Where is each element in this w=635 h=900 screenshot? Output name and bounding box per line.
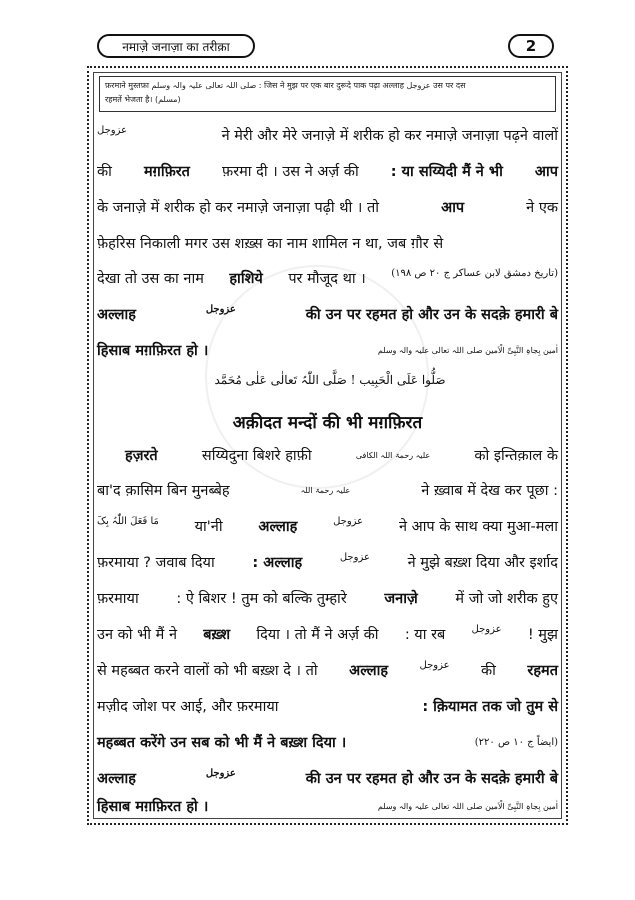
text-span: की उन पर रहमत हो और उन के सदक़े हमारी बे (305, 771, 558, 787)
text-span: ने एक (526, 200, 558, 216)
text-span-bold: हज़रते (125, 448, 158, 464)
text-span: के जनाज़े में शरीक हो कर नमाज़े जनाज़ा पढ़ी थी । तो (97, 200, 380, 216)
arabic-honorific: علیہ رحمۃ اللہ الکافی (355, 450, 431, 460)
text-span-bold: रहमत (527, 663, 558, 679)
arabic-honorific: عزوجل (333, 516, 364, 527)
text-span: : या रब (404, 627, 446, 643)
arabic-honorific: عزوجل (205, 768, 236, 779)
notice-line-1: फ़रमाने मुस्तफ़ा صلی اللہ تعالی علیہ والہ وسلم : जिस ने मुझ पर एक बार दुरूदे पाक पढ़ा अल्लाह عزوجل उस पर दस (105, 81, 466, 90)
arabic-honorific: عزوجل (97, 125, 128, 136)
text-line (97, 161, 558, 181)
text-span: को इन्तिक़ाल के (474, 448, 558, 464)
text-span-bold: : क़ियामत तक जो तुम से (422, 699, 558, 715)
text-span: : ऐ बिशर ! तुम को बल्कि तुम्हारे (176, 591, 347, 607)
text-span: उन को भी मैं ने (97, 627, 177, 643)
page-number: 2 (508, 34, 554, 58)
notice-line-2: रहमतें भेजता है। (مسلم) (105, 95, 181, 104)
arabic-phrase: مَا فَعَلَ اللّٰہُ بِکَ (97, 516, 159, 527)
text-span: ने मुझे बख़्श दिया और इर्शाद (407, 555, 558, 571)
text-span-bold: आप (441, 200, 465, 216)
text-span: फ़रमा दी । उस ने अर्ज़ की (222, 164, 359, 180)
text-span: से महब्बत करने वालों को भी बख़्श दे । तो (97, 663, 318, 679)
text-span: सय्यिदुना बिशरे हाफ़ी (201, 448, 312, 464)
text-line (97, 624, 558, 644)
text-span: देखा तो उस का नाम (97, 271, 204, 287)
text-span: ने आप के साथ क्या मुआ-मला (398, 519, 558, 535)
text-span-bold: हिसाब मग़फ़िरत हो । (97, 799, 209, 815)
text-span-bold: हिसाब मग़फ़िरत हो । (97, 343, 209, 359)
text-line (97, 197, 558, 217)
text-line (97, 796, 558, 816)
arabic-honorific: علیہ رحمۃ اللہ (300, 485, 351, 495)
text-line (97, 516, 558, 536)
book-title-label: नमाज़े जनाज़ा का तरीक़ा (97, 34, 255, 58)
text-span-bold: अल्लाह (349, 663, 389, 679)
text-line (97, 552, 558, 572)
text-span: की (481, 663, 496, 679)
text-line (97, 340, 558, 360)
text-span: फ़ेहरिस निकाली मगर उस शख़्स का नाम शामिल न था, जब ग़ौर से (97, 236, 444, 252)
text-span-bold: बख़्श (203, 627, 231, 643)
text-span-bold: आप (534, 164, 558, 180)
reference-citation: (تاریخ دمشق لابن عساکر ج ۲۰ ص ۱۹۸) (391, 268, 558, 279)
text-line (97, 660, 558, 680)
text-line (97, 588, 558, 608)
text-span: मज़ीद जोश पर आई, और फ़रमाया (97, 699, 279, 715)
text-line (97, 268, 558, 288)
text-span: फ़रमाया ? जवाब दिया (97, 555, 215, 571)
text-span: में जो जो शरीक हुए (455, 591, 558, 607)
text-span: ने ख़्वाब में देख कर पूछा : (421, 483, 558, 499)
arabic-honorific: عزوجل (471, 624, 502, 635)
text-span-bold: : अल्लाह (252, 555, 303, 571)
text-span-bold: महब्बत करेंगे उन सब को भी मैं ने बख़्श दिया । (97, 735, 347, 751)
arabic-dua: اٰمین بِجاہِ النَّبِیِّ الْاَمین صلی اللہ تعالی علیہ والہ وسلم (377, 345, 558, 355)
durood-notice-box (99, 76, 556, 112)
arabic-honorific: عزوجل (205, 304, 236, 315)
text-span: ! मुझ (527, 627, 558, 643)
text-line (97, 732, 558, 752)
text-span: दिया । तो मैं ने अर्ज़ की (256, 627, 379, 643)
text-span: अल्लाह (97, 307, 136, 323)
text-span: फ़रमाया (97, 591, 139, 607)
text-line (97, 696, 558, 716)
arabic-honorific: عزوجل (339, 552, 370, 563)
durood-line: صَلُّوا عَلَی الْحَبِیب ! صَلَّی اللّٰہُ تَعالٰی عَلٰی مُحَمَّد (214, 373, 446, 387)
text-line (97, 445, 558, 465)
section-heading: अक़ीदत मन्दों की भी मग़फ़िरत (232, 413, 423, 433)
arabic-honorific: عزوجل (419, 660, 450, 671)
reference-citation: (ایضاً ج ۱۰ ص ۲۲۰) (474, 736, 558, 748)
text-span-bold: अल्लाह (258, 519, 298, 535)
text-line (97, 304, 558, 324)
text-span: पर मौजूद था । (288, 271, 366, 287)
text-span: ने मेरी और मेरे जनाज़े में शरीक हो कर नमाज़े जनाज़ा पढ़ने वालों (221, 128, 558, 144)
text-span: की (97, 164, 112, 180)
text-line (97, 233, 558, 253)
text-line (97, 768, 558, 788)
text-span: अल्लाह (97, 771, 136, 787)
text-span-bold: हाशिये (229, 271, 263, 287)
text-span: बा'द क़ासिम बिन मुनब्बेह (97, 483, 230, 499)
text-span: की उन पर रहमत हो और उन के सदक़े हमारी बे (305, 307, 558, 323)
text-span-bold: मग़फ़िरत (143, 164, 190, 180)
text-line (97, 480, 558, 500)
text-span-bold: : या सय्यिदी मैं ने भी (390, 164, 503, 180)
text-line (97, 125, 558, 145)
text-span-bold: जनाज़े (384, 591, 418, 607)
text-span: या'नी (194, 519, 223, 535)
arabic-dua: اٰمین بِجاہِ النَّبِیِّ الْاَمین صلی اللہ تعالی علیہ والہ وسلم (377, 801, 558, 811)
